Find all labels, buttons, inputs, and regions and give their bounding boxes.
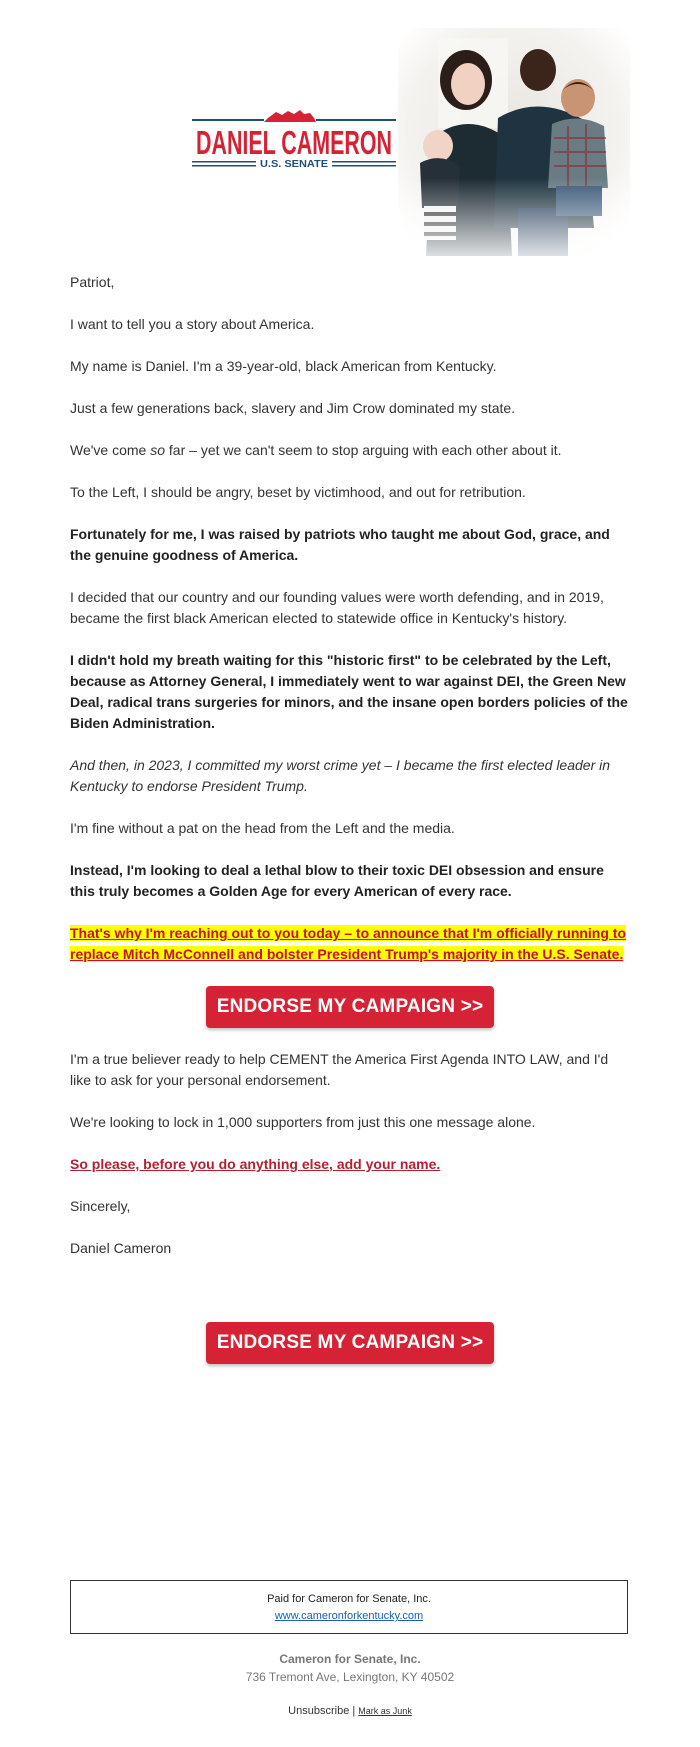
- paragraph-12: [70, 923, 630, 965]
- logo-line-right-bottom-1: [332, 161, 396, 163]
- announcement-link[interactable]: That's why I'm reaching out to you today – to announce that I'm officially running to replace Mitch McConnell and bolster President Trump's majority in the U.S. Senate.: [70, 925, 627, 962]
- man-head: [520, 49, 556, 91]
- paragraph-11: Instead, I'm looking to deal a lethal blow to their toxic DEI obsession and ensure this truly becomes a Golden Age for every American of every race.: [70, 862, 604, 899]
- woman-face: [451, 63, 485, 105]
- endorse-campaign-button-bottom[interactable]: ENDORSE MY CAMPAIGN >>: [206, 1322, 494, 1364]
- closing: Sincerely,: [70, 1198, 131, 1214]
- organization-address: 736 Tremont Ave, Lexington, KY 40502: [245, 1670, 455, 1684]
- endorse-campaign-button[interactable]: ENDORSE MY CAMPAIGN >>: [206, 986, 494, 1028]
- paragraph-1: I want to tell you a story about America.: [70, 316, 315, 332]
- logo-line-left-bottom-2: [192, 165, 256, 167]
- logo-subtitle: U.S. SENATE: [260, 159, 329, 170]
- cta-wrapper-1: [70, 986, 630, 1028]
- kentucky-state-icon: [264, 110, 316, 122]
- paragraph-10: I'm fine without a pat on the head from the Left and the media.: [70, 820, 455, 836]
- logo-line-right-top: [316, 119, 396, 121]
- organization-info: [0, 1650, 700, 1686]
- paragraph-3: Just a few generations back, slavery and Jim Crow dominated my state.: [70, 400, 516, 416]
- paragraph-2: My name is Daniel. I'm a 39-year-old, black American from Kentucky.: [70, 358, 497, 374]
- paragraph-14: We're looking to lock in 1,000 supporters from just this one message alone.: [70, 1114, 536, 1130]
- paragraph-4: [70, 440, 630, 461]
- signature: Daniel Cameron: [70, 1240, 172, 1256]
- logo-name: DANIEL CAMERON: [196, 124, 392, 161]
- organization-name: Cameron for Senate, Inc.: [279, 1652, 421, 1666]
- paragraph-8: I didn't hold my breath waiting for this "historic first" to be celebrated by the Left, because as Attorney General, I immediately went to war against DEI, the Green New Deal, radical trans surgeries for minors, and the insane open borders policies of the Biden Administration.: [70, 652, 628, 731]
- logo-line-left-bottom-1: [192, 161, 256, 163]
- paragraph-15: [70, 1154, 630, 1175]
- greeting: Patriot,: [70, 274, 115, 290]
- paragraph-9: And then, in 2023, I committed my worst crime yet – I became the first elected leader in Kentucky to endorse President Trump.: [70, 757, 611, 794]
- family-photo: [398, 28, 630, 256]
- paid-for-disclaimer: [70, 1580, 628, 1634]
- email-header: [190, 28, 630, 256]
- paragraph-4-start: We've come: [70, 442, 151, 458]
- logo-line-right-bottom-2: [332, 165, 396, 167]
- email-content: [70, 272, 630, 1280]
- website-link[interactable]: www.cameronforkentucky.com: [274, 1610, 424, 1622]
- paragraph-6: Fortunately for me, I was raised by patriots who taught me about God, grace, and the genuine goodness of America.: [70, 526, 610, 563]
- logo-line-left-top: [192, 119, 264, 121]
- paragraph-4-emphasis: so: [150, 442, 166, 458]
- paragraph-7: I decided that our country and our founding values were worth defending, and in 2019, became the first black American elected to statewide office in Kentucky's history.: [70, 589, 604, 626]
- baby-head: [423, 130, 453, 162]
- toddler-shirt: [548, 118, 608, 188]
- paragraph-4-end: far – yet we can't seem to stop arguing with each other about it.: [165, 442, 562, 458]
- unsubscribe-row: [0, 1705, 700, 1717]
- paragraph-13: I'm a true believer ready to help CEMENT the America First Agenda INTO LAW, and I'd like to ask for your personal endorsement.: [70, 1051, 609, 1088]
- toddler-head: [561, 79, 595, 117]
- unsubscribe-link[interactable]: Unsubscribe: [288, 1705, 350, 1717]
- paid-for-text: Paid for Cameron for Senate, Inc.: [267, 1593, 431, 1605]
- paragraph-5: To the Left, I should be angry, beset by victimhood, and out for retribution.: [70, 484, 526, 500]
- add-your-name-link[interactable]: So please, before you do anything else, add your name.: [70, 1156, 441, 1172]
- mark-as-junk-link[interactable]: Mark as Junk: [358, 1706, 412, 1716]
- campaign-logo: [190, 108, 400, 208]
- footer-separator: |: [352, 1705, 356, 1717]
